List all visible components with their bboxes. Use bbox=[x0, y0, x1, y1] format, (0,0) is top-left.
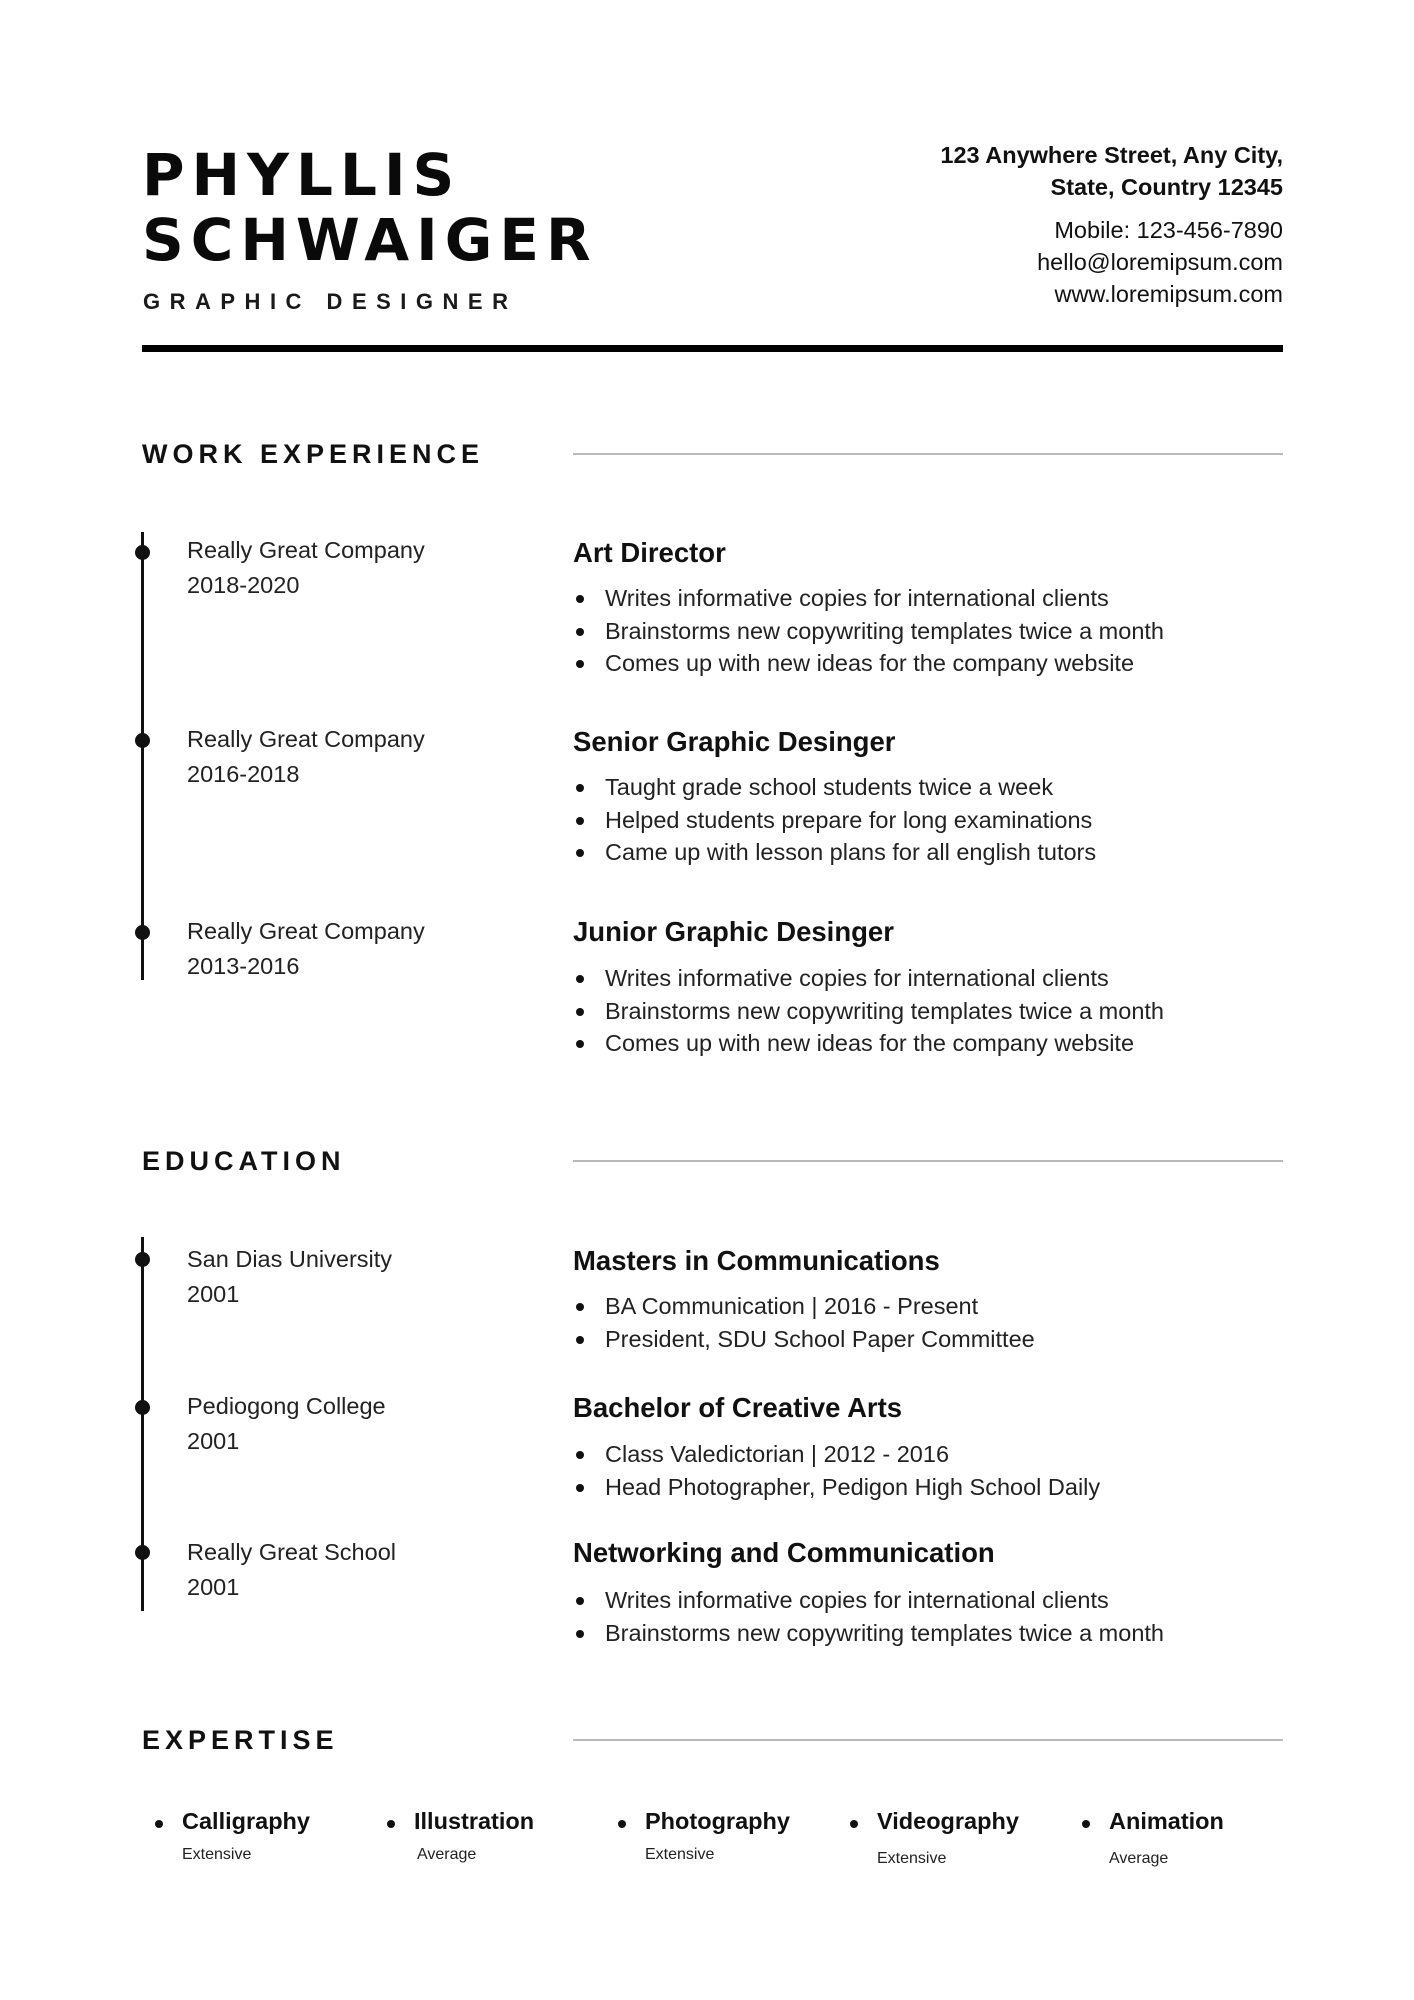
contact-website: www.loremipsum.com bbox=[1054, 281, 1283, 307]
address-line-1: 123 Anywhere Street, Any City, bbox=[940, 142, 1283, 168]
section-title-expertise: EXPERTISE bbox=[142, 1725, 339, 1755]
skill-level: Extensive bbox=[877, 1850, 947, 1867]
skill-level: Extensive bbox=[182, 1846, 252, 1863]
list-item: Comes up with new ideas for the company website bbox=[573, 647, 1164, 680]
list-item: Brainstorms new copywriting templates twice a month bbox=[573, 1617, 1164, 1650]
list-item: Head Photographer, Pedigon High School Daily bbox=[573, 1471, 1100, 1504]
bullet-dot bbox=[387, 1820, 395, 1828]
skill-level: Average bbox=[1109, 1850, 1169, 1867]
skill-level: Extensive bbox=[645, 1846, 715, 1863]
skill-name: Illustration bbox=[414, 1808, 535, 1834]
timeline-dot bbox=[135, 1545, 150, 1560]
employment-years: 2018-2020 bbox=[187, 572, 300, 598]
company-name: Really Great Company bbox=[187, 918, 425, 944]
skill-level: Average bbox=[417, 1846, 477, 1863]
list-item: Came up with lesson plans for all english tutors bbox=[573, 836, 1096, 869]
list-item: Writes informative copies for international clients bbox=[573, 582, 1164, 615]
bullet-dot bbox=[618, 1820, 626, 1828]
education-details-list bbox=[573, 1584, 1164, 1649]
job-title: GRAPHIC DESIGNER bbox=[143, 289, 518, 314]
list-item: Brainstorms new copywriting templates twice a month bbox=[573, 615, 1164, 648]
address-line-2: State, Country 12345 bbox=[1050, 174, 1283, 200]
contact-email: hello@loremipsum.com bbox=[1037, 249, 1283, 275]
list-item: BA Communication | 2016 - Present bbox=[573, 1290, 1035, 1323]
name-last: SCHWAIGER bbox=[142, 206, 598, 274]
company-name: Really Great Company bbox=[187, 537, 425, 563]
work-item-2-meta bbox=[187, 722, 425, 792]
list-item: President, SDU School Paper Committee bbox=[573, 1323, 1035, 1356]
section-title-education: EDUCATION bbox=[142, 1146, 346, 1176]
degree-title: Bachelor of Creative Arts bbox=[573, 1392, 903, 1423]
timeline-dot bbox=[135, 925, 150, 940]
header-divider bbox=[142, 345, 1283, 352]
name-first: PHYLLIS bbox=[142, 141, 462, 209]
bullet-dot bbox=[155, 1820, 163, 1828]
employment-years: 2016-2018 bbox=[187, 761, 300, 787]
list-item: Taught grade school students twice a week bbox=[573, 771, 1096, 804]
education-item-1-meta bbox=[187, 1242, 392, 1312]
skill-name: Videography bbox=[877, 1808, 1019, 1834]
timeline-dot bbox=[135, 545, 150, 560]
section-title-work-experience: WORK EXPERIENCE bbox=[142, 439, 485, 469]
school-name: Pediogong College bbox=[187, 1393, 386, 1419]
degree-title: Masters in Communications bbox=[573, 1245, 940, 1276]
contact-mobile: Mobile: 123-456-7890 bbox=[1054, 217, 1283, 243]
work-item-3-meta bbox=[187, 914, 425, 984]
bullet-dot bbox=[1082, 1820, 1090, 1828]
timeline-dot bbox=[135, 1252, 150, 1267]
work-timeline bbox=[141, 532, 144, 980]
list-item: Class Valedictorian | 2012 - 2016 bbox=[573, 1438, 1100, 1471]
degree-title: Networking and Communication bbox=[573, 1537, 995, 1568]
education-year: 2001 bbox=[187, 1281, 240, 1307]
job-role: Senior Graphic Desinger bbox=[573, 726, 896, 757]
timeline-dot bbox=[135, 1400, 150, 1415]
list-item: Writes informative copies for international clients bbox=[573, 1584, 1164, 1617]
list-item: Comes up with new ideas for the company website bbox=[573, 1027, 1164, 1060]
education-item-2-meta bbox=[187, 1389, 386, 1459]
job-duties-list bbox=[573, 771, 1096, 869]
list-item: Writes informative copies for international clients bbox=[573, 962, 1164, 995]
school-name: San Dias University bbox=[187, 1246, 393, 1272]
section-divider-education bbox=[573, 1160, 1283, 1162]
skill-name: Photography bbox=[645, 1808, 790, 1834]
job-role: Junior Graphic Desinger bbox=[573, 916, 894, 947]
education-details-list bbox=[573, 1290, 1035, 1355]
education-year: 2001 bbox=[187, 1428, 240, 1454]
education-item-3-meta bbox=[187, 1535, 396, 1605]
bullet-dot bbox=[850, 1820, 858, 1828]
job-duties-list bbox=[573, 582, 1164, 680]
section-divider-expertise bbox=[573, 1739, 1283, 1741]
list-item: Helped students prepare for long examinations bbox=[573, 804, 1096, 837]
timeline-dot bbox=[135, 733, 150, 748]
list-item: Brainstorms new copywriting templates twice a month bbox=[573, 995, 1164, 1028]
contact-details bbox=[1037, 214, 1283, 310]
school-name: Really Great School bbox=[187, 1539, 396, 1565]
company-name: Really Great Company bbox=[187, 726, 425, 752]
skill-name: Animation bbox=[1109, 1808, 1224, 1834]
section-divider-work bbox=[573, 453, 1283, 455]
job-duties-list bbox=[573, 962, 1164, 1060]
job-role: Art Director bbox=[573, 537, 726, 568]
work-item-1-meta bbox=[187, 533, 425, 603]
education-details-list bbox=[573, 1438, 1100, 1503]
education-year: 2001 bbox=[187, 1574, 240, 1600]
employment-years: 2013-2016 bbox=[187, 953, 300, 979]
contact-address bbox=[863, 139, 1283, 203]
skill-name: Calligraphy bbox=[182, 1808, 310, 1834]
